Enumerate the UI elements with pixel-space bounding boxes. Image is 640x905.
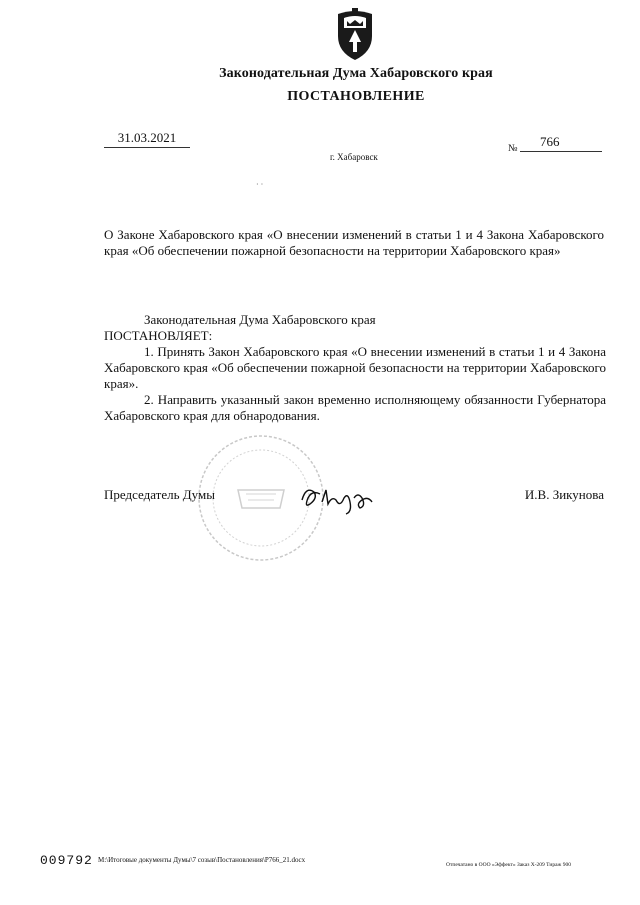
document-type: ПОСТАНОВЛЕНИЕ <box>287 89 425 104</box>
document-subject: О Законе Хабаровского края «О внесении изменений в статьи 1 и 4 Закона Хабаровского края «Об обеспечении пожарной безопасности на территории Хабаровского края» <box>104 227 604 258</box>
number-label: № <box>508 143 518 154</box>
document-date: 31.03.2021 <box>104 130 190 148</box>
chair-name: И.В. Зикунова <box>524 487 604 502</box>
footer-print-info: Отпечатано в ООО «Эффект» Заказ Х-209 Тираж 900 <box>446 862 571 868</box>
document-number: 766 <box>520 134 602 152</box>
footer-code: 009792 <box>40 853 93 868</box>
organization-name: Законодательная Дума Хабаровского края <box>219 66 493 81</box>
document-body <box>104 312 606 424</box>
chair-title: Председатель Думы <box>104 487 215 502</box>
document-city: г. Хабаровск <box>330 152 378 162</box>
body-resolves: ПОСТАНОВЛЯЕТ: <box>104 328 213 343</box>
body-intro: Законодательная Дума Хабаровского края <box>144 312 376 327</box>
handwritten-signature-icon <box>296 478 378 518</box>
footer-file-path: М:\Итоговые документы Думы\7 созыв\Постановления\Р766_21.docx <box>98 856 306 864</box>
coat-of-arms-icon <box>330 6 380 62</box>
body-item-2: 2. Направить указанный закон временно исполняющему обязанности Губернатора Хабаровского края для обнародования. <box>104 392 606 423</box>
scan-speck: · · <box>256 180 264 189</box>
body-item-1: 1. Принять Закон Хабаровского края «О внесении изменений в статьи 1 и 4 Закона Хабаровского края «Об обеспечении пожарной безопасности на территории Хабаровского края». <box>104 344 606 391</box>
